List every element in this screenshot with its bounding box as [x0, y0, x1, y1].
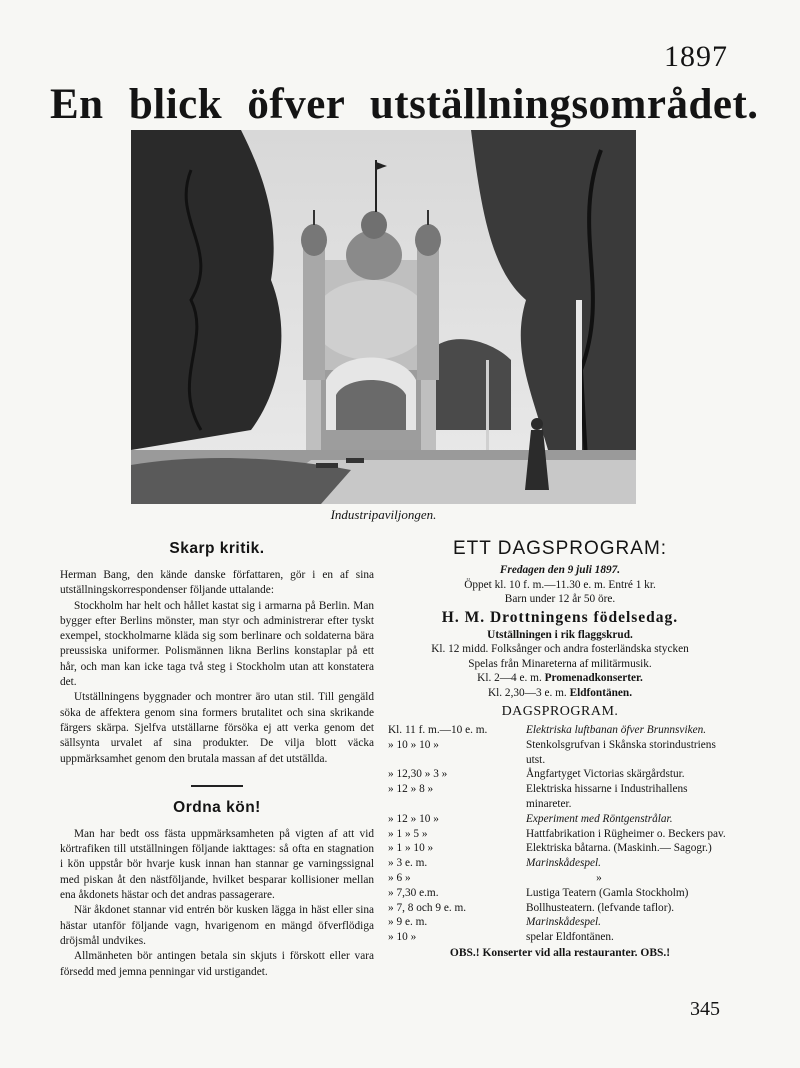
pavilion-illustration	[131, 130, 636, 504]
photo-caption: Industripaviljongen.	[330, 507, 437, 522]
schedule-row	[388, 841, 732, 856]
schedule-row	[388, 767, 732, 782]
paragraph: Allmänheten bör antingen betala sin skjuts i förskott eller vara försedd med jemna penningar vid urstigandet.	[60, 950, 374, 978]
promenade-time: Kl. 2—4 e. m.	[477, 672, 542, 684]
schedule-time: Kl. 11 f. m.—10 e. m.	[388, 724, 488, 736]
schedule-event: Elektriska luftbanan öfver Brunnsviken.	[526, 724, 707, 736]
schedule-event: Elektriska båtarna. (Maskinh.— Sagogr.)	[526, 842, 712, 855]
fountain-time: Kl. 2,30—3 e. m.	[487, 686, 567, 699]
schedule-time: » 3 e. m.	[388, 857, 428, 870]
paragraph: Man har bedt oss fästa uppmärksamheten på vigten af att vid körtrafiken till utställningen följande iakttages: så ofta en stagnation i kön uppstår bör hvarje kusk innan han stannar ge varningssignal med piskan åt den nästföljande, hvilket besparar kollisioner mellan ena åkdonets hästar och det andras passagerare.	[60, 827, 374, 902]
section-divider	[191, 785, 243, 787]
schedule-row	[388, 915, 732, 930]
paragraph: Utställningens byggnader och montrer äro utan stil. Till gengäld söka de affektera genom sina formers brutalitet och sina skrikande färgers skärpa. Sjelfva utställarne försöka ej att verka genom det sällsynta urvalet af sina produkter. De vilja blott väcka uppmärksamhet genom den brutala massan af det utställda.	[60, 691, 374, 765]
paragraph: När åkdonet stannar vid entrén bör kusken lägga in häst eller sina hästar utanför följande vagn, hvarigenom en mängd öfverflödiga dröjsmål undvikes.	[60, 904, 374, 947]
children-price: Barn under 12 år 50 öre.	[504, 593, 616, 605]
promenade-line	[388, 671, 732, 686]
schedule-event: spelar Eldfontänen.	[526, 931, 614, 944]
schedule-row	[388, 782, 732, 812]
schedule-time: » 12 » 10 »	[388, 812, 439, 825]
schedule-time: » 12 » 8 »	[388, 783, 434, 796]
celebration-heading: H. M. Drottningens födelsedag.	[441, 608, 679, 626]
schedule-event: Lustiga Teatern (Gamla Stockholm)	[526, 886, 689, 899]
schedule-row	[388, 856, 732, 871]
schedule-row	[388, 930, 732, 945]
schedule-subtitle: DAGSPROGRAM.	[501, 704, 619, 719]
schedule-row	[388, 827, 732, 842]
schedule-time: » 12,30 » 3 »	[388, 768, 448, 781]
industripaviljongen-photo	[131, 130, 636, 504]
schedule-time: » 9 e. m.	[388, 916, 428, 929]
schedule-event: Ångfartyget Victorias skärgårdstur.	[526, 768, 685, 781]
left-column	[60, 538, 374, 980]
schedule-event: Marinskådespel.	[526, 916, 601, 929]
right-column	[388, 538, 732, 959]
fountain-label: Eldfontänen.	[569, 686, 633, 699]
page-headline: En blick öfver utställningsområdet.	[50, 81, 759, 128]
program-date: Fredagen den 9 juli 1897.	[499, 564, 621, 576]
flags-note: Utställningen i rik flaggskrud.	[487, 628, 633, 641]
schedule-row	[388, 871, 732, 886]
schedule-event: Elektriska hissarne i Industrihallens minareter.	[526, 783, 688, 810]
promenade-label: Promenadkonserter.	[544, 672, 643, 684]
schedule-time: » 7, 8 och 9 e. m.	[388, 901, 467, 914]
obs-footer: OBS.! Konserter vid alla restauranter. OBS.!	[449, 946, 671, 959]
schedule-time: » 1 » 5 »	[388, 827, 428, 840]
fountain-line	[388, 686, 732, 701]
schedule-time: » 1 » 10 »	[388, 842, 434, 855]
schedule-event: Bollhusteatern. (lefvande taflor).	[526, 901, 675, 914]
schedule-event: Experiment med Röntgenstrålar.	[526, 812, 673, 825]
schedule-event: Hattfabrikation i Rügheimer o. Beckers pav.	[526, 827, 726, 840]
year-heading: 1897	[664, 40, 728, 73]
schedule-list	[388, 723, 732, 945]
schedule-row	[388, 738, 732, 768]
schedule-time: » 10 » 10 »	[388, 738, 439, 751]
noon-program-line-1: Kl. 12 midd. Folksånger och andra fosterländska stycken	[431, 643, 689, 655]
schedule-time: » 7,30 e.m.	[388, 886, 439, 899]
paragraph: Herman Bang, den kände danske författaren, gör i en af sina utställningskorrespondenser följande uttalande:	[60, 569, 374, 597]
schedule-row	[388, 901, 732, 916]
schedule-row	[388, 812, 732, 827]
section-title-ordna-kon: Ordna kön!	[173, 798, 261, 816]
schedule-row	[388, 886, 732, 901]
opening-hours: Öppet kl. 10 f. m.—11.30 e. m. Entré 1 kr.	[464, 578, 656, 591]
program-title: ETT DAGSPROGRAM:	[452, 538, 668, 559]
schedule-event: Stenkolsgrufvan i Skånska storindustriens utst.	[526, 738, 716, 766]
page-number: 345	[690, 998, 720, 1020]
schedule-time: » 6 »	[388, 871, 411, 884]
schedule-event: Marinskådespel.	[526, 857, 601, 870]
schedule-row	[388, 723, 732, 738]
paragraph: Stockholm har helt och hållet kastat sig i armarna på Berlin. Man bygger efter Berlins mönster, man styr och administrerar efter tyskt exempel, stockholmarne kläda sig som berlinare och soldaterna bära preussiska uniformer. Polismännen likna Berlins konstaplar på ett hår, och man kan icke taga två steg i Stockholm utan att konstatera det.	[60, 599, 374, 689]
section-title-skarp-kritik: Skarp kritik.	[169, 540, 265, 557]
schedule-time: » 10 »	[388, 931, 417, 944]
schedule-event: »	[596, 871, 602, 884]
noon-program-line-2: Spelas från Minareterna af militärmusik.	[468, 657, 652, 670]
